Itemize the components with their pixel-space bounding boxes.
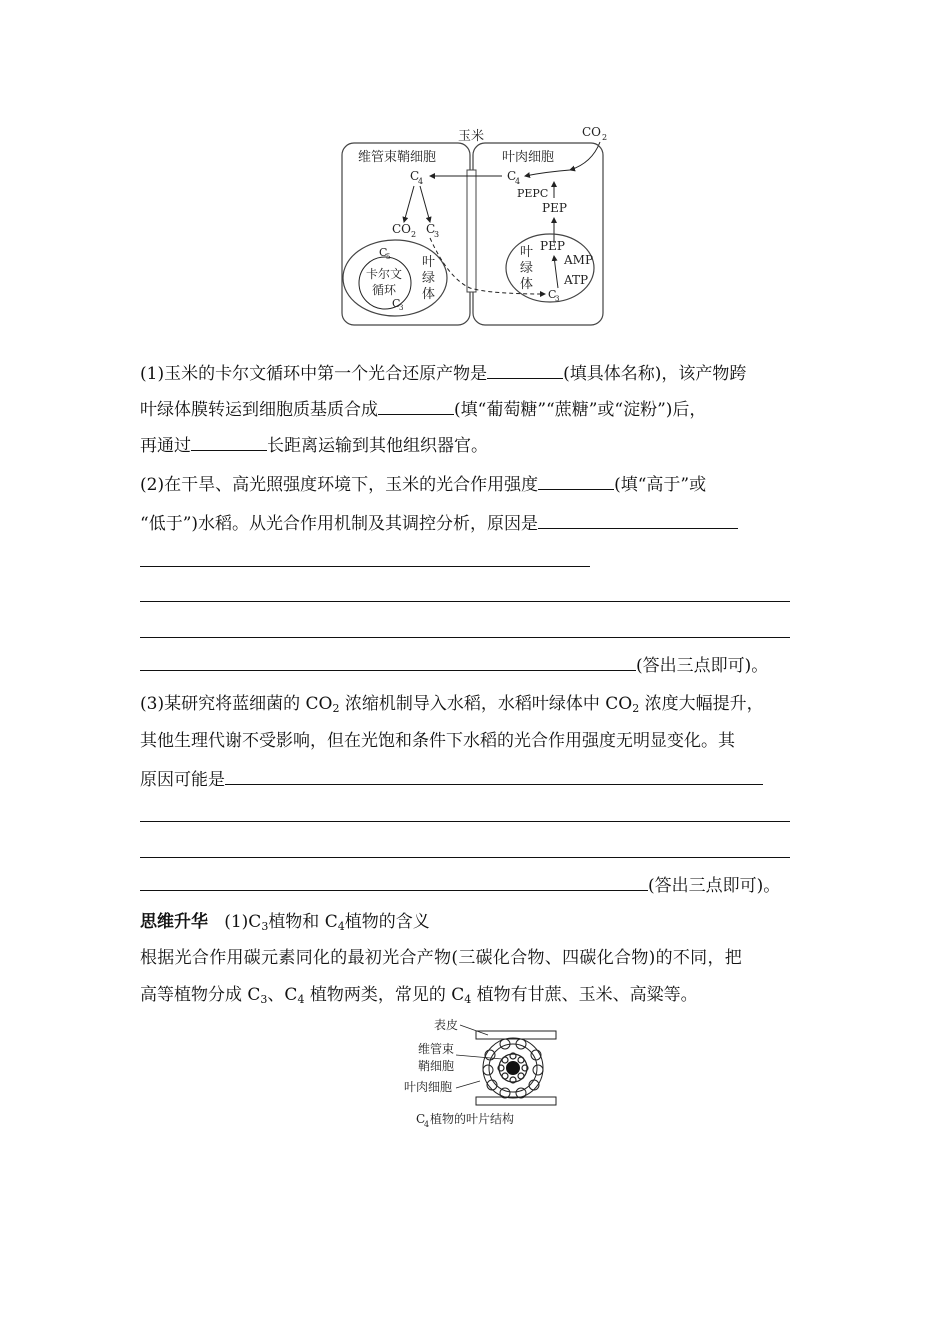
c4-pathway-diagram [330, 118, 620, 333]
calvin-label-line2: 循环 [372, 283, 397, 297]
q3-answer-rule-1[interactable] [140, 821, 790, 822]
q2-answer-rule-1[interactable] [140, 566, 590, 567]
chloroplast-right-1: 叶 [520, 245, 534, 260]
leaf-figure-caption [416, 1111, 514, 1129]
c4-mesophyll-label [507, 169, 520, 186]
c4-to-c3-arrow [420, 186, 430, 222]
leader-mesophyll [456, 1081, 480, 1088]
svg-text:CO: CO [582, 125, 602, 139]
q1-line-3: 再通过 长距离运输到其他组织器官。 [140, 433, 488, 457]
svg-text:3: 3 [555, 295, 560, 303]
summary-paragraph-1: 根据光合作用碳元素同化的最初光合产物(三碳化合物、四碳化合物)的不同，把 [140, 948, 743, 968]
co2-to-c4-arrow [525, 170, 570, 176]
svg-text:4: 4 [424, 1120, 430, 1129]
amp-label: AMP [564, 253, 594, 267]
c3-to-pep-arrow [554, 256, 558, 288]
q1-line-1: (1)玉米的卡尔文循环中第一个光合还原产物是 (填具体名称)，该产物跨 [140, 361, 746, 385]
q3-blank-1[interactable] [225, 767, 763, 785]
pep-cytosol-label: PEP [542, 201, 567, 215]
chloroplast-right-2: 绿 [520, 261, 534, 276]
summary-heading: 思维升华 [140, 912, 208, 932]
q2-answer-rule-3[interactable] [140, 637, 790, 638]
svg-text:4: 4 [418, 177, 424, 186]
c4-bundle-label [410, 169, 423, 186]
svg-text:4: 4 [515, 177, 521, 186]
svg-text:C: C [426, 222, 436, 236]
q3-answer-rule-2[interactable] [140, 857, 790, 858]
svg-text:植物的叶片结构: 植物的叶片结构 [430, 1112, 515, 1126]
chloroplast-right-3: 体 [520, 277, 534, 292]
co2-bundle-label [392, 222, 416, 239]
c3-chloroplast-label [548, 288, 559, 303]
summary-heading-line: 思维升华 $(1)C_3$植物和 $C_4$植物的含义 [140, 912, 430, 933]
c3-bundle-label [426, 222, 439, 239]
q2-line-1: (2)在干旱、高光照强度环境下，玉米的光合作用强度 (填“高于”或 [140, 472, 706, 496]
pepc-label: PEPC [517, 187, 549, 200]
atp-label: ATP [564, 273, 589, 287]
label-bundle-line1: 维管束 [418, 1042, 455, 1056]
diagram-title: 玉米 [458, 129, 485, 144]
svg-text:C: C [416, 1112, 426, 1126]
q1-blank-2[interactable] [378, 397, 454, 415]
plasmodesma [467, 170, 476, 292]
bundle-sheath-label: 维管束鞘细胞 [358, 150, 437, 165]
q2-answer-rule-2[interactable] [140, 601, 790, 602]
label-bundle-line2: 鞘细胞 [418, 1059, 455, 1073]
q3-line-2: 其他生理代谢不受影响，但在光饱和条件下水稻的光合作用强度无明显变化。其 [140, 731, 735, 751]
label-epidermis: 表皮 [434, 1018, 459, 1032]
c3-calvin-label [392, 297, 403, 312]
q2-line-2: “低于”)水稻。从光合作用机制及其调控分析，原因是 [140, 511, 738, 535]
q2-blank-end[interactable] [140, 653, 636, 671]
svg-text:3: 3 [399, 304, 404, 312]
leader-epidermis [460, 1025, 488, 1035]
q3-line-end: (答出三点即可)。 [140, 873, 780, 897]
co2-top-label [582, 125, 607, 142]
svg-text:C: C [507, 169, 517, 183]
q3-line-1: (3)某研究将蓝细菌的 $CO_2$ 浓缩机制导入水稻，水稻叶绿体中 $CO_2$ 浓度大幅提升， [140, 694, 764, 715]
summary-paragraph-2: 高等植物分成 $C_3$、$C_4$ 植物两类，常见的 $C_4$ 植物有甘蔗、玉米、高粱等。 [140, 985, 698, 1006]
svg-text:2: 2 [602, 133, 608, 142]
co2-entry-arrow [570, 142, 600, 170]
q1-blank-1[interactable] [487, 361, 563, 379]
vascular-bundle-core [506, 1061, 520, 1075]
q1-line-2: 叶绿体膜转运到细胞质基质合成 (填“葡萄糖”“蔗糖”或“淀粉”)后， [140, 397, 706, 421]
q2-blank-1[interactable] [538, 472, 614, 490]
mesophyll-cell [473, 143, 603, 325]
svg-text:C: C [379, 246, 388, 259]
q3-blank-end[interactable] [140, 873, 648, 891]
svg-text:C: C [410, 169, 420, 183]
c4-to-co2-arrow [404, 186, 414, 222]
q1-blank-3[interactable] [191, 433, 267, 451]
mesophyll-label: 叶肉细胞 [502, 150, 555, 165]
pep-chloroplast-label: PEP [540, 239, 565, 253]
svg-text:2: 2 [411, 230, 417, 239]
svg-text:C: C [548, 288, 557, 301]
q2-blank-2[interactable] [538, 511, 738, 529]
chloroplast-left-1: 叶 [422, 255, 436, 270]
q2-line-end: (答出三点即可)。 [140, 653, 768, 677]
svg-text:C: C [392, 297, 401, 310]
chloroplast-left-3: 体 [422, 287, 436, 302]
svg-text:5: 5 [386, 253, 391, 261]
q3-line-3: 原因可能是 [140, 767, 763, 791]
svg-text:CO: CO [392, 222, 412, 236]
svg-text:3: 3 [434, 230, 440, 239]
c4-leaf-structure-figure [404, 1015, 570, 1130]
label-mesophyll: 叶肉细胞 [404, 1080, 453, 1094]
calvin-label-line1: 卡尔文 [366, 267, 403, 281]
chloroplast-left-2: 绿 [422, 271, 436, 286]
c5-label [379, 246, 390, 261]
